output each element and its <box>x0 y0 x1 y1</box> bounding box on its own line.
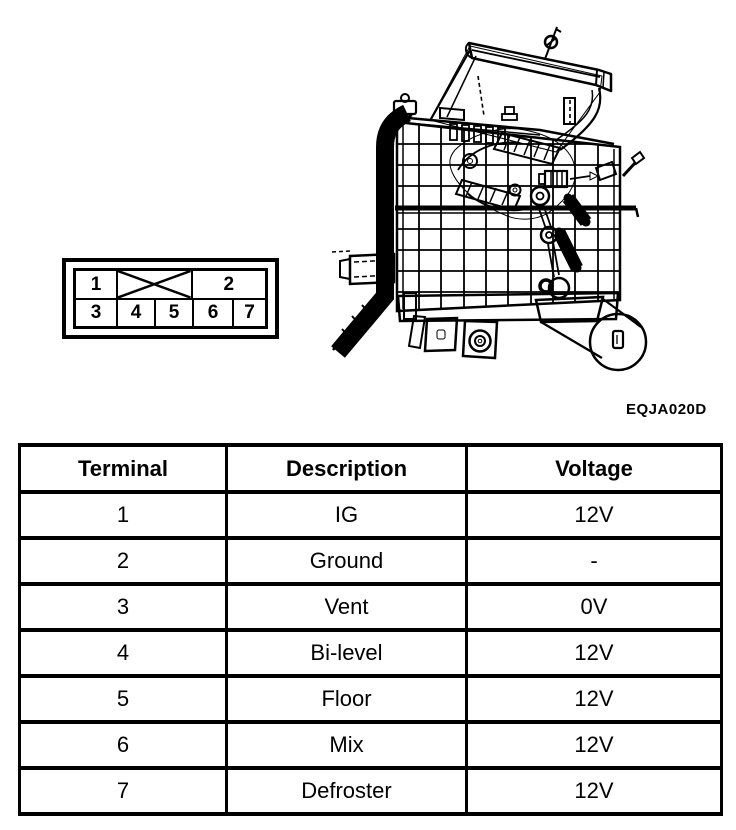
pin-cell-1 <box>76 271 118 298</box>
cell-voltage: - <box>467 538 722 584</box>
cell-terminal: 5 <box>20 676 227 722</box>
cell-description: Floor <box>227 676 467 722</box>
cell-terminal: 2 <box>20 538 227 584</box>
header-row <box>20 445 722 492</box>
blocked-cavity-cell <box>118 271 193 298</box>
connector-top-row <box>76 271 265 300</box>
pin-number: 6 <box>207 302 219 324</box>
pin-cell-5 <box>156 300 194 327</box>
pin-cell-4 <box>118 300 156 327</box>
table-row <box>20 538 722 584</box>
cell-voltage: 0V <box>467 584 722 630</box>
cell-description: Ground <box>227 538 467 584</box>
cell-voltage: 12V <box>467 630 722 676</box>
table-row <box>20 492 722 538</box>
pin-cell-3 <box>76 300 118 327</box>
pin-number: 3 <box>90 302 102 324</box>
cell-voltage: 12V <box>467 492 722 538</box>
cell-description: Bi-level <box>227 630 467 676</box>
cell-terminal: 3 <box>20 584 227 630</box>
pin-number: 7 <box>244 302 255 324</box>
cell-terminal: 4 <box>20 630 227 676</box>
table-row <box>20 722 722 768</box>
figure-code-label: EQJA020D <box>626 401 707 418</box>
cell-description: IG <box>227 492 467 538</box>
col-header-description: Description <box>227 445 467 492</box>
connector-pinout-diagram <box>62 258 279 339</box>
cell-voltage: 12V <box>467 768 722 814</box>
mounting-brackets <box>398 293 641 358</box>
cell-terminal: 6 <box>20 722 227 768</box>
pin-cell-6 <box>194 300 234 327</box>
side-bolt-icon <box>623 152 644 176</box>
terminal-voltage-table <box>18 443 723 816</box>
cell-description: Vent <box>227 584 467 630</box>
cell-description: Mix <box>227 722 467 768</box>
col-header-terminal: Terminal <box>20 445 227 492</box>
pin-cell-2 <box>193 271 266 298</box>
pin-number: 5 <box>168 302 180 324</box>
table-row <box>20 584 722 630</box>
pin-number: 4 <box>130 302 142 324</box>
cell-voltage: 12V <box>467 722 722 768</box>
cell-terminal: 7 <box>20 768 227 814</box>
heater-unit-illustration <box>320 0 736 435</box>
connector-callout <box>590 314 646 370</box>
table-row <box>20 768 722 814</box>
cell-terminal: 1 <box>20 492 227 538</box>
pin-cell-7 <box>234 300 265 327</box>
table-row <box>20 630 722 676</box>
table-row <box>20 676 722 722</box>
connector-bottom-row <box>76 300 265 327</box>
pin-number: 2 <box>223 273 235 295</box>
x-cross-icon <box>118 271 191 298</box>
screw-icon <box>545 27 561 59</box>
cell-description: Defroster <box>227 768 467 814</box>
cell-voltage: 12V <box>467 676 722 722</box>
col-header-voltage: Voltage <box>467 445 722 492</box>
callout-circle <box>590 314 646 370</box>
connector-body <box>73 268 268 329</box>
pin-number: 1 <box>90 273 102 295</box>
